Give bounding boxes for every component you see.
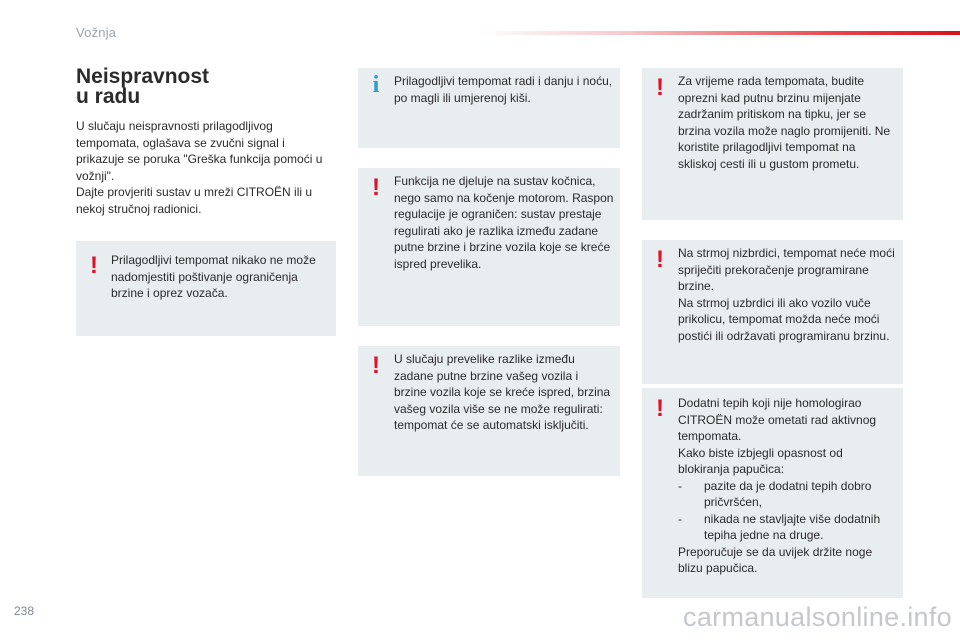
info-icon: i <box>372 72 380 98</box>
page-number: 238 <box>14 604 35 618</box>
page-title <box>76 67 209 107</box>
precaution-list <box>678 478 897 544</box>
info-text-middle: Prilagodljivi tempomat radi i danju i noću, po magli ili umjerenoj kiši. <box>394 74 613 105</box>
watermark: carmanualsonline.info <box>683 602 952 632</box>
warning-icon: ! <box>90 252 98 279</box>
list-item-text: pazite da je dodatni tepih dobro pričvršćen, <box>704 478 872 509</box>
warning-icon: ! <box>656 395 664 422</box>
list-item-text: nikada ne stavljajte više dodatnih tepiha jedne na druge. <box>704 511 881 542</box>
warning-text-right-1: Za vrijeme rada tempomata, budite oprezni kad putnu brzinu mijenjate zadržanim pritiskom na tipku, jer se brzina vozila može naglo promijeniti. Ne koristite prilagodljivi tempomat na skliskoj cesti ili u gustom prometu. <box>678 74 891 171</box>
warning-box-right-1 <box>642 68 903 220</box>
warning-icon: ! <box>656 74 664 101</box>
warning-icon: ! <box>656 246 664 273</box>
warning-text-right-3-p2: Kako biste izbjegli opasnost od blokiranja papučica: <box>678 445 843 476</box>
intro-text <box>76 118 326 217</box>
header-accent-bar <box>480 31 960 35</box>
warning-box-right-3 <box>642 388 903 598</box>
warning-icon: ! <box>372 352 380 379</box>
list-dash: - <box>678 478 682 493</box>
section-label: Vožnja <box>76 25 117 40</box>
warning-box-middle-1 <box>358 168 620 326</box>
page-title-line-2: u radu <box>76 85 141 108</box>
page-title-line-1: Neispravnost <box>76 65 210 88</box>
info-box-middle <box>358 68 620 148</box>
warning-box-right-2 <box>642 240 903 384</box>
warning-text-middle-1: Funkcija ne djeluje na sustav kočnica, nego samo na kočenje motorom. Raspon regulacije je ograničen: sustav prestaje regulirati ako je razlika između zadane putne brzine i brzine vozila koje se kreće ispred prevelika. <box>394 174 614 271</box>
warning-icon: ! <box>372 174 380 201</box>
list-dash: - <box>678 511 682 526</box>
warning-box-left <box>76 241 336 336</box>
warning-text-right-3-p3: Preporučuje se da uvijek držite noge blizu papučica. <box>678 544 873 575</box>
warning-text-middle-2: U slučaju prevelike razlike između zadane putne brzine vašeg vozila i brzine vozila koje se kreće ispred, brzina vašeg vozila više se ne može regulirati: tempomat će se automatski isključiti. <box>394 352 611 432</box>
intro-paragraph-1: U slučaju neispravnosti prilagodljivog tempomata, oglašava se zvučni signal i prikazuje se poruka "Greška funkcija pomoći u vožnji". <box>76 119 323 183</box>
warning-text-left: Prilagodljivi tempomat nikako ne može nadomjestiti poštivanje ograničenja brzine i oprez vozača. <box>111 253 316 300</box>
warning-text-right-2b: Na strmoj uzbrdici ili ako vozilo vuče prikolicu, tempomat možda neće moći postići ili održavati programiranu brzinu. <box>678 295 890 343</box>
warning-text-right-3-p1: Dodatni tepih koji nije homologirao CITROËN može ometati rad aktivnog tempomata. <box>678 396 877 443</box>
list-item <box>678 511 897 544</box>
warning-text-right-2a: Na strmoj nizbrdici, tempomat neće moći spriječiti prekoračenje programirane brzine. <box>678 246 895 293</box>
intro-paragraph-2: Dajte provjeriti sustav u mreži CITROËN ili u nekoj stručnoj radionici. <box>76 185 313 216</box>
list-item <box>678 478 897 511</box>
warning-box-middle-2 <box>358 346 620 476</box>
